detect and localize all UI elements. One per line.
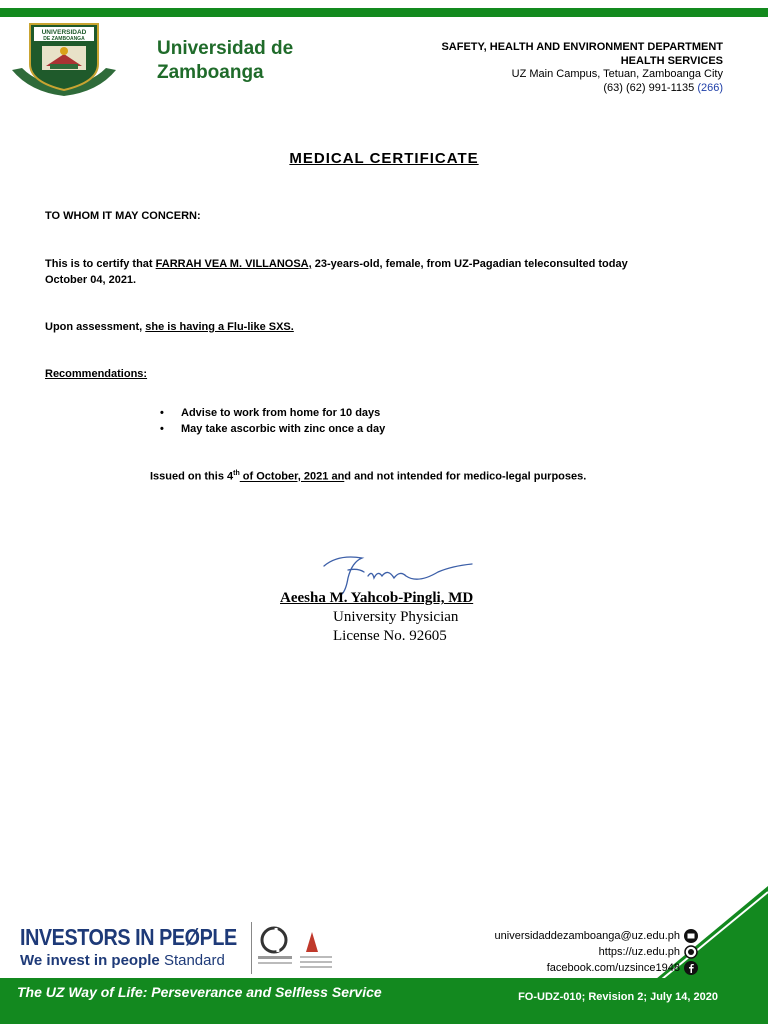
document-title: MEDICAL CERTIFICATE: [289, 150, 479, 167]
university-name: Universidad de Zamboanga: [157, 38, 294, 83]
cert-prefix: This is to certify that: [45, 258, 156, 270]
issued-prefix: Issued on this 4: [150, 470, 234, 483]
list-item: • Advise to work from home for 10 days: [160, 405, 385, 421]
department-subtitle: HEALTH SERVICES: [620, 54, 723, 67]
contact-facebook[interactable]: facebook.com/uzsince1948: [546, 962, 680, 974]
physician-license: License No. 92605: [333, 628, 447, 644]
contact-website-row: [495, 944, 698, 960]
department-phone-line: [441, 82, 723, 96]
cert-suffix: 23-years-old, female, from UZ-Pagadian teleconsulted today: [311, 258, 628, 270]
physician-name: Aeesha M. Yahcob-Pingli, MD: [280, 590, 474, 606]
issued-date: of October, 2021 an: [239, 470, 345, 483]
contact-facebook-row: [495, 960, 698, 976]
department-title: SAFETY, HEALTH AND ENVIRONMENT DEPARTMENT: [441, 41, 723, 53]
contact-block: [495, 928, 698, 976]
issued-statement: [150, 470, 586, 483]
facebook-icon: [684, 961, 698, 975]
header-green-bar: [0, 8, 768, 17]
contact-email[interactable]: universidaddezamboanga@uz.edu.ph: [494, 930, 680, 942]
iso-certification-logo: [254, 922, 336, 974]
iip-level: Standard: [163, 952, 225, 969]
issued-superscript: th: [233, 470, 240, 477]
iip-title: INVESTORS IN PEØPLE: [20, 924, 237, 950]
svg-text:DE ZAMBOANGA: DE ZAMBOANGA: [43, 36, 85, 42]
assessment-finding: she is having a Flu-like SXS.: [145, 321, 294, 333]
assessment-paragraph: [45, 319, 735, 335]
recommendations-list: [160, 405, 385, 437]
university-seal-logo: [10, 20, 118, 98]
svg-text:UNIVERSIDAD: UNIVERSIDAD: [41, 29, 87, 36]
investors-in-people-logo: [20, 924, 272, 969]
form-code: FO-UDZ-010; Revision 2; July 14, 2020: [518, 991, 718, 1003]
iip-tagline: We invest in people: [20, 952, 160, 969]
iip-tagline-line: [20, 952, 272, 969]
assessment-prefix: Upon assessment,: [45, 321, 146, 333]
certification-paragraph: [45, 256, 735, 288]
recommendations-heading: Recommendations:: [45, 368, 148, 380]
footer-bar: [0, 978, 768, 1024]
department-extension: (266): [697, 81, 723, 94]
issued-suffix: d and not intended for medico-legal purposes.: [344, 470, 587, 483]
list-item: • May take ascorbic with zinc once a day: [160, 421, 385, 437]
contact-website[interactable]: https://uz.edu.ph: [598, 946, 680, 958]
footer-divider: [251, 922, 252, 974]
cert-date: October 04, 2021.: [45, 274, 137, 286]
footer-motto: The UZ Way of Life: Perseverance and Selfless Service: [17, 984, 382, 1000]
department-address: UZ Main Campus, Tetuan, Zamboanga City: [511, 68, 723, 80]
patient-name: FARRAH VEA M. VILLANOSA,: [155, 258, 312, 270]
email-icon: [684, 929, 698, 943]
globe-icon: [684, 945, 698, 959]
department-phone: (63) (62) 991-1135: [603, 81, 695, 94]
physician-position: University Physician: [333, 609, 459, 625]
contact-email-row: [495, 928, 698, 944]
salutation: TO WHOM IT MAY CONCERN:: [45, 210, 201, 222]
department-block: [441, 41, 723, 95]
